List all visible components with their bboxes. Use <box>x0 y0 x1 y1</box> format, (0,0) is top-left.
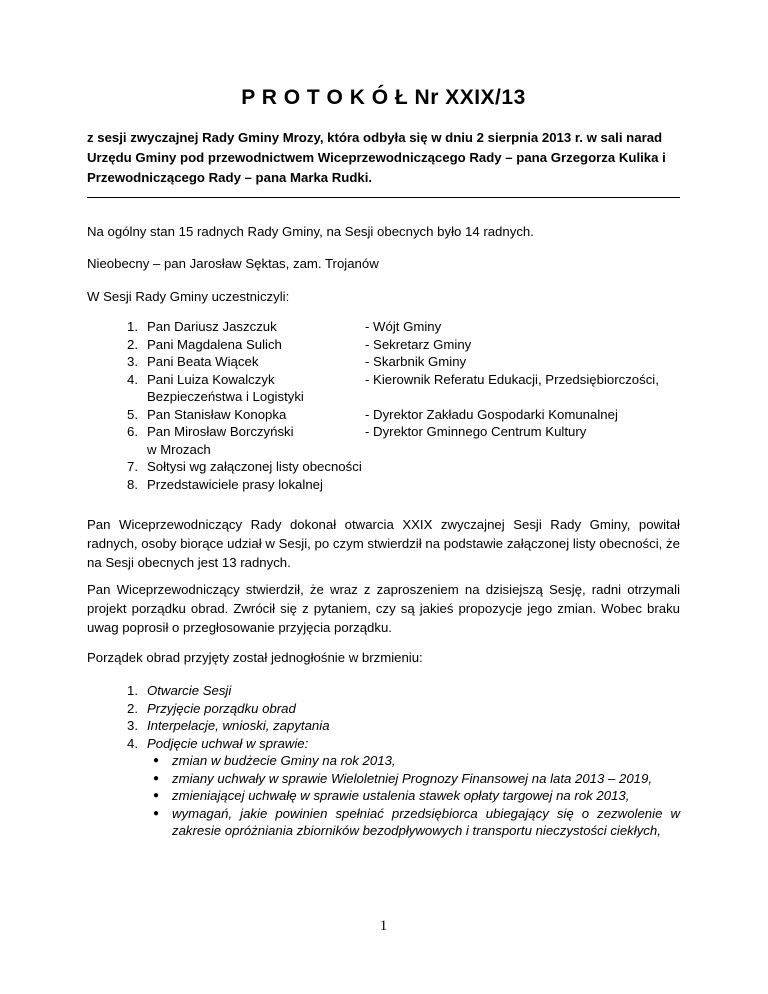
list-item: 2. Przyjęcie porządku obrad <box>127 700 296 716</box>
list-item: 4. Podjęcie uchwał w sprawie: ● zmian w budżecie Gminy na rok 2013, ● zmiany uchwały w sprawie Wieloletniej Prognozy Finansowej na lata 2013 – 2019, ● zmieniającej uchwałę w sprawie ustalenia stawek opłaty targowej na rok 2013, ● wymagań, jakie powinien spełniać przedsiębiorca ubiegający się o zezwolenie w zakresie opróżniania zbiorników bezodpływowych i transportu nieczystości ciekłych, <box>87 735 680 840</box>
list-item: 3. Interpelacje, wnioski, zapytania <box>127 718 330 733</box>
participants-heading: W Sesji Rady Gminy uczestniczyli: <box>87 289 290 304</box>
participants-list <box>87 318 680 493</box>
list-item: 8. Przedstawiciele prasy lokalnej <box>127 476 323 492</box>
list-item: 4. Pani Luiza Kowalczyk - Kierownik Referatu Edukacji, Przedsiębiorczości, Bezpieczeństwa i Logistyki <box>127 371 659 404</box>
agenda-adopted-paragraph: Porządek obrad przyjęty został jednogłośnie w brzmieniu: <box>87 650 423 665</box>
list-item: ● zmieniającej uchwałę w sprawie ustalenia stawek opłaty targowej na rok 2013, <box>147 787 680 805</box>
page-number: 1 <box>379 918 388 934</box>
list-item: 3. Pani Beata Wiącek - Skarbnik Gminy <box>127 354 467 369</box>
list-item: ● zmiany uchwały w sprawie Wieloletniej Prognozy Finansowej na lata 2013 – 2019, <box>147 770 680 788</box>
session-intro: z sesji zwyczajnej Rady Gminy Mrozy, która odbyła się w dniu 2 sierpnia 2013 r. w sali narad Urzędu Gminy pod przewodnictwem Wiceprzewodniczącego Rady – pana Grzegorza Kulika i Przewodniczącego Rady – pana Marka Rudki. <box>87 130 666 185</box>
list-item: 1. Otwarcie Sesji <box>127 683 232 698</box>
absent-text: Nieobecny – pan Jarosław Sęktas, zam. Trojanów <box>87 256 379 271</box>
list-item: 5. Pan Stanisław Konopka - Dyrektor Zakładu Gospodarki Komunalnej <box>127 406 618 422</box>
list-item: ● wymagań, jakie powinien spełniać przedsiębiorca ubiegający się o zezwolenie w zakresie opróżniania zbiorników bezodpływowych i transportu nieczystości ciekłych, <box>147 805 680 840</box>
horizontal-divider <box>87 197 680 198</box>
resolutions-list <box>147 752 680 840</box>
attendance-text: Na ogólny stan 15 radnych Rady Gminy, na Sesji obecnych było 14 radnych. <box>87 224 534 239</box>
list-item: 2. Pani Magdalena Sulich - Sekretarz Gminy <box>127 336 472 352</box>
document-title: P R O T O K Ó Ł Nr XXIX/13 <box>241 86 526 109</box>
list-item: 7. Sołtysi wg załączonej listy obecności <box>127 459 362 474</box>
list-item: ● zmian w budżecie Gminy na rok 2013, <box>147 752 680 770</box>
agenda-intro-paragraph: Pan Wiceprzewodniczący stwierdził, że wraz z zaproszeniem na dzisiejszą Sesję, radni otrzymali projekt porządku obrad. Zwrócił się z pytaniem, czy są jakieś propozycje jego zmian. Wobec braku uwag poprosił o przegłosowanie przyjęcia porządku. <box>87 582 680 635</box>
document-page <box>87 0 680 994</box>
list-item: 1. Pan Dariusz Jaszczuk - Wójt Gminy <box>127 319 442 334</box>
list-item: 6. Pan Mirosław Borczyński - Dyrektor Gminnego Centrum Kultury w Mrozach <box>127 424 587 457</box>
agenda-list <box>87 682 680 840</box>
opening-paragraph: Pan Wiceprzewodniczący Rady dokonał otwarcia XXIX zwyczajnej Sesji Rady Gminy, powitał radnych, osoby biorące udział w Sesji, po czym stwierdził na podstawie załączonej listy obecności, że na Sesji obecnych jest 13 radnych. <box>87 517 680 570</box>
